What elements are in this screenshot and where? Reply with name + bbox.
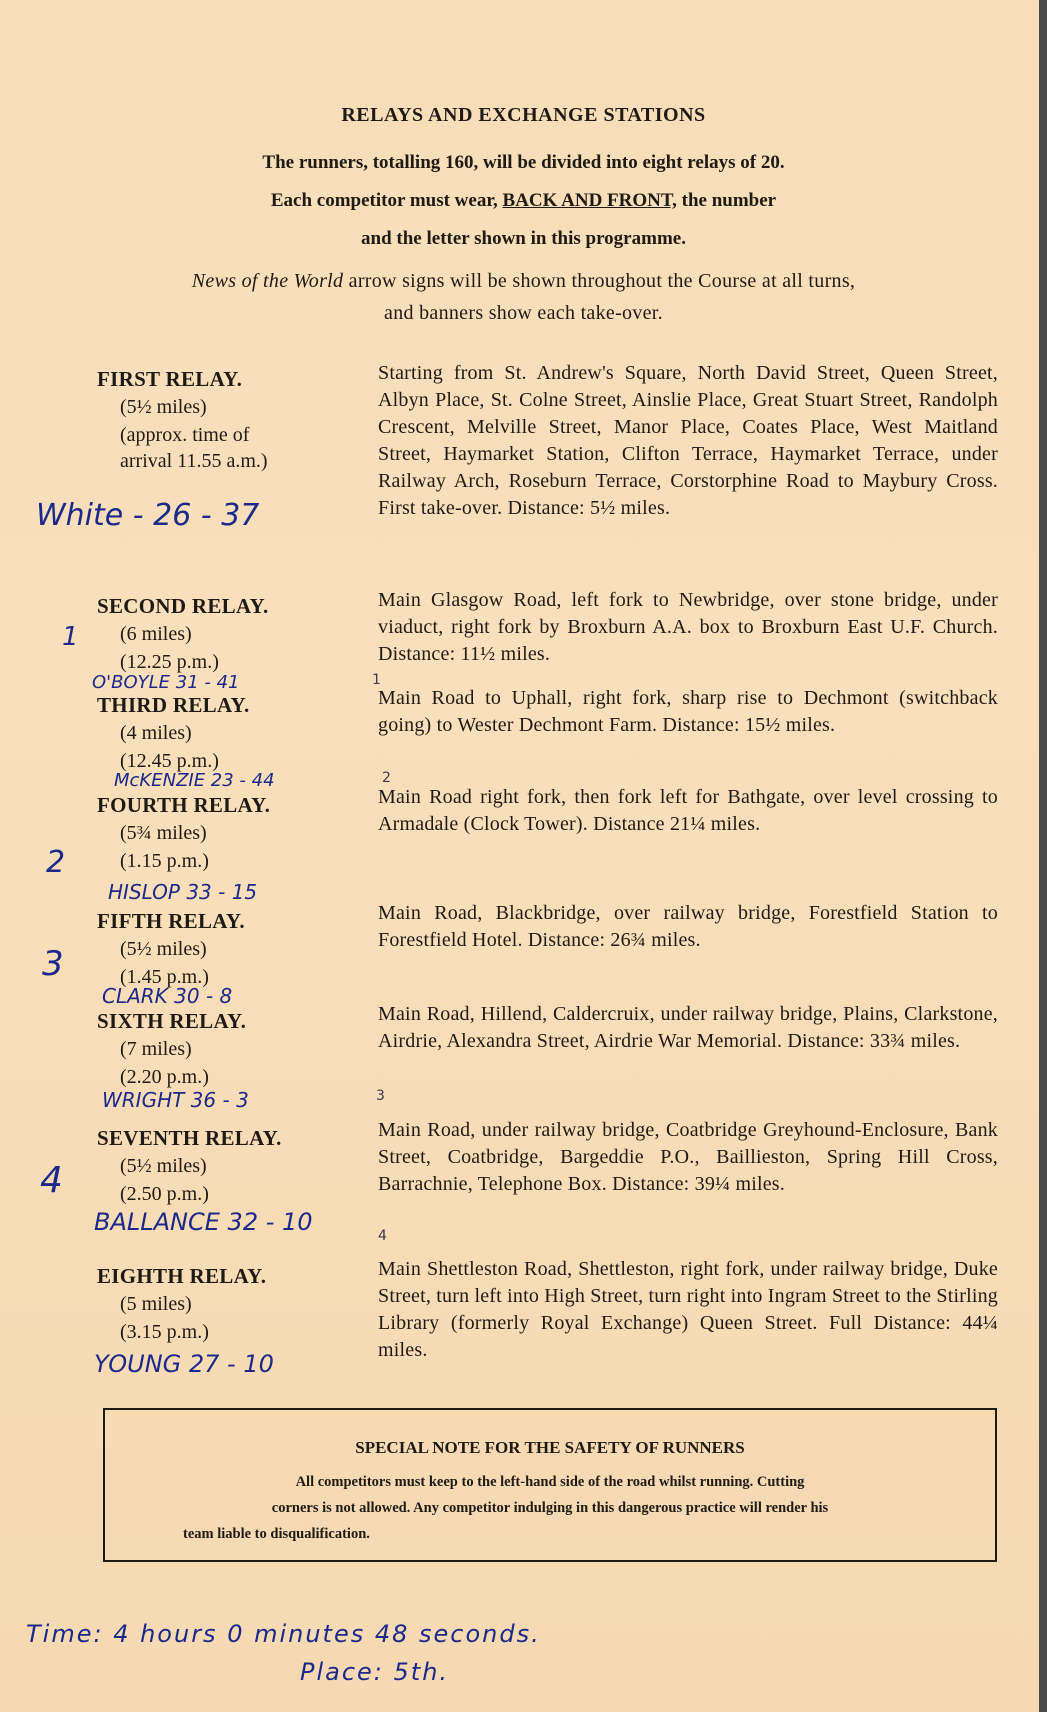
relay-name-fourth: FOURTH RELAY.: [97, 793, 271, 817]
margin-mark-3: 3: [42, 944, 64, 984]
small-mark-3: 3: [376, 1088, 385, 1104]
intro-line-2-start: Each competitor must wear,: [270, 190, 503, 211]
news-of-the-world-italic: News of the World: [191, 270, 344, 292]
relay-route-sixth: Main Road, Hillend, Caldercruix, under railway bridge, Plains, Clarkstone, Airdrie, Alexandra Street, Airdrie War Memorial. Distance: 33¾ miles.: [378, 1003, 998, 1052]
news-line-1-rest: arrow signs will be shown throughout the Course at all turns,: [343, 270, 856, 292]
relay-time-third: (12.45 p.m.): [120, 750, 219, 772]
intro-line-2: [0, 190, 1047, 212]
relay-miles-first: (5½ miles): [120, 396, 207, 418]
relay-name-fifth: FIFTH RELAY.: [97, 909, 245, 933]
margin-mark-2: 2: [46, 845, 66, 880]
relay-name-seventh: SEVENTH RELAY.: [97, 1126, 282, 1150]
relay-name-first: FIRST RELAY.: [97, 367, 243, 391]
small-mark-4: 4: [378, 1228, 387, 1244]
relay-name-sixth: SIXTH RELAY.: [97, 1009, 247, 1033]
relay-route-seventh: Main Road, under railway bridge, Coatbridge Greyhound-Enclosure, Bank Street, Coatbridge, Bargeddie P.O., Baillieston, Spring Hill Cross, Barrachnie, Telephone Box. Distance: 39¼ miles.: [378, 1119, 998, 1195]
relay-time-seventh: (2.50 p.m.): [120, 1183, 209, 1205]
relay-miles-seventh: (5½ miles): [120, 1155, 207, 1177]
handwritten-runner-fourth: HISLOP 33 - 15: [108, 880, 258, 904]
page-title: RELAYS AND EXCHANGE STATIONS: [341, 104, 706, 126]
small-mark-1: 1: [372, 672, 381, 688]
relay-time-second: (12.25 p.m.): [120, 651, 219, 673]
handwritten-runner-second: O'BOYLE 31 - 41: [92, 672, 240, 693]
back-and-front-underlined: BACK AND FRONT,: [502, 190, 677, 211]
relay-miles-second: (6 miles): [120, 623, 192, 645]
relay-name-third: THIRD RELAY.: [97, 693, 250, 717]
relay-time-sixth: (2.20 p.m.): [120, 1066, 209, 1088]
safety-note-box: [103, 1408, 997, 1562]
relay-miles-sixth: (7 miles): [120, 1038, 192, 1060]
relay-miles-fourth: (5¾ miles): [120, 822, 207, 844]
handwritten-runner-eighth: YOUNG 27 - 10: [94, 1350, 274, 1378]
handwritten-runner-third: McKENZIE 23 - 44: [114, 770, 275, 791]
safety-note-line-2: corners is not allowed. Any competitor indulging in this dangerous practice will render his: [271, 1500, 829, 1516]
safety-note-line-3: team liable to disqualification.: [183, 1526, 370, 1542]
handwritten-finish-time: Time: 4 hours 0 minutes 48 seconds.: [26, 1620, 541, 1648]
relay-route-eighth: Main Shettleston Road, Shettleston, right fork, under railway bridge, Duke Street, turn left into High Street, turn right into Ingram Street to the Stirling Library (formerly Royal Exchange) Queen Street. Full Distance: 44¼ miles.: [378, 1258, 998, 1361]
relay-route-fifth: Main Road, Blackbridge, over railway bridge, Forestfield Station to Forestfield Hotel. Distance: 26¾ miles.: [378, 902, 998, 951]
handwritten-runner-seventh: BALLANCE 32 - 10: [94, 1208, 313, 1236]
small-mark-2: 2: [382, 770, 391, 786]
relay-miles-eighth: (5 miles): [120, 1293, 192, 1315]
margin-mark-1: 1: [62, 622, 79, 652]
relay-route-first: Starting from St. Andrew's Square, North David Street, Queen Street, Albyn Place, St. Colne Street, Ainslie Place, Great Stuart Street, Randolph Crescent, Melville Street, Manor Place, Coates Place, West Maitland Street, Haymarket Station, Clifton Terrace, Haymarket Terrace, under Railway Arch, Roseburn Terrace, Corstorphine Road to Maybury Cross. First take-over. Distance: 5½ miles.: [378, 362, 998, 519]
relay-time-first-2: arrival 11.55 a.m.): [120, 450, 268, 472]
relay-time-first-1: (approx. time of: [120, 424, 250, 446]
relay-name-second: SECOND RELAY.: [97, 594, 269, 618]
margin-mark-4: 4: [40, 1160, 63, 1201]
relay-route-second: Main Glasgow Road, left fork to Newbridge, over stone bridge, under viaduct, right fork by Broxburn A.A. box to Broxburn East U.F. Church. Distance: 11½ miles.: [378, 589, 998, 665]
intro-line-3: and the letter shown in this programme.: [361, 228, 686, 249]
handwritten-finish-place: Place: 5th.: [300, 1658, 450, 1686]
intro-line-1: The runners, totalling 160, will be divided into eight relays of 20.: [262, 152, 785, 173]
relay-time-fourth: (1.15 p.m.): [120, 850, 209, 872]
handwritten-runner-first: White - 26 - 37: [36, 498, 260, 533]
safety-note-line-1: All competitors must keep to the left-hand side of the road whilst running. Cutting: [295, 1474, 805, 1490]
relay-miles-third: (4 miles): [120, 722, 192, 744]
relay-name-eighth: EIGHTH RELAY.: [97, 1264, 267, 1288]
intro-line-2-end: the number: [676, 190, 777, 211]
relay-route-fourth: Main Road right fork, then fork left for Bathgate, over level crossing to Armadale (Clock Tower). Distance 21¼ miles.: [378, 786, 998, 835]
relay-time-fifth: (1.45 p.m.): [120, 966, 209, 988]
relay-route-third: Main Road to Uphall, right fork, sharp rise to Dechmont (switchback going) to Wester Dechmont Farm. Distance: 15½ miles.: [378, 687, 998, 736]
news-line-2: and banners show each take-over.: [384, 302, 663, 324]
safety-note-title: SPECIAL NOTE FOR THE SAFETY OF RUNNERS: [355, 1438, 745, 1457]
relay-time-eighth: (3.15 p.m.): [120, 1321, 209, 1343]
relay-miles-fifth: (5½ miles): [120, 938, 207, 960]
news-line-1: [0, 270, 1047, 293]
handwritten-runner-fifth: CLARK 30 - 8: [102, 984, 233, 1008]
handwritten-runner-sixth: WRIGHT 36 - 3: [102, 1088, 249, 1112]
